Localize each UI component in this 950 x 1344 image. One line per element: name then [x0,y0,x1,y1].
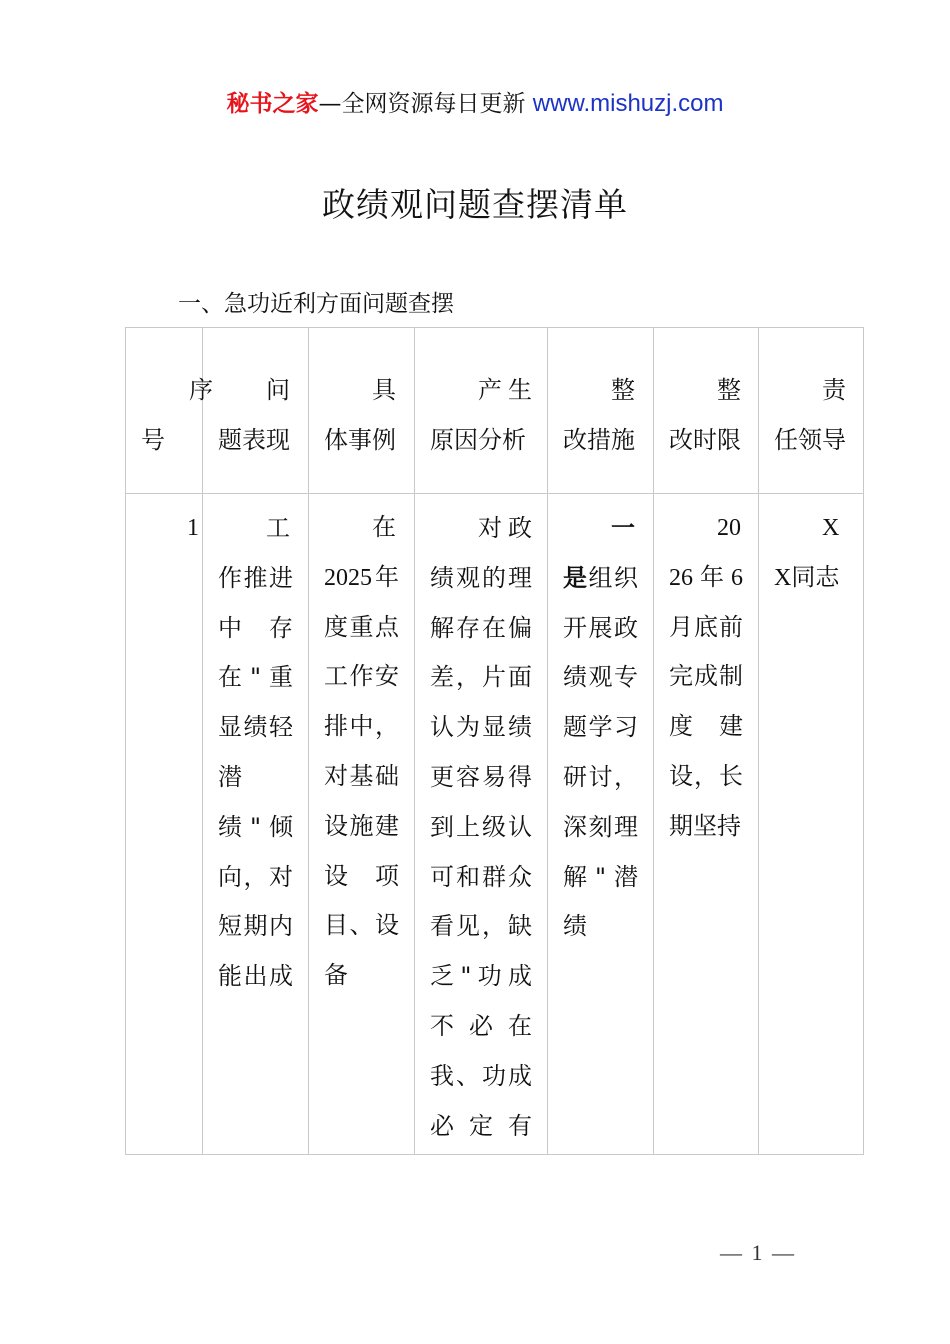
measure-text: 组织开展政绩观专题学习研讨，深刻理解"潜绩 [563,563,638,941]
cell-seq: 1 [126,494,203,1155]
banner-tagline: 全网资源每日更新 [341,91,526,117]
header-problem: 问题表现 [203,328,309,494]
site-banner [0,88,950,120]
table-row [126,494,864,1155]
header-measure: 整改措施 [548,328,654,494]
cell-cause: 对政绩观的理解存在偏差，片面认为显绩更容易得到上级认可和群众看见，缺乏"功成不必在我、功成必定有 [415,494,548,1155]
header-cause: 产生原因分析 [415,328,548,494]
header-deadline: 整改时限 [654,328,759,494]
page-title: 政绩观问题查摆清单 [322,185,628,224]
measure-lead: 一是 [563,514,635,592]
cell-problem: 工作推进中存在"重显绩轻潜绩"倾向，对短期内能出成 [203,494,309,1155]
section-heading: 一、急功近利方面问题查摆 [178,291,454,317]
header-seq: 序号 [126,328,203,494]
cell-measure [548,494,654,1155]
problem-table [125,327,864,1155]
page-number: — 1 — [720,1240,796,1265]
header-leader: 责任领导 [759,328,864,494]
cell-deadline: 2026年6月底前完成制度建设，长期坚持 [654,494,759,1155]
cell-leader: XX同志 [759,494,864,1155]
header-example: 具体事例 [309,328,415,494]
cell-example: 在2025年度重点工作安排中，对基础设施建设项目、设备 [309,494,415,1155]
banner-brand: 秘书之家 [226,91,319,117]
banner-dash: — [318,91,342,117]
banner-url-link[interactable]: www.mishuzj.com [532,90,724,117]
table-header-row [126,328,864,494]
